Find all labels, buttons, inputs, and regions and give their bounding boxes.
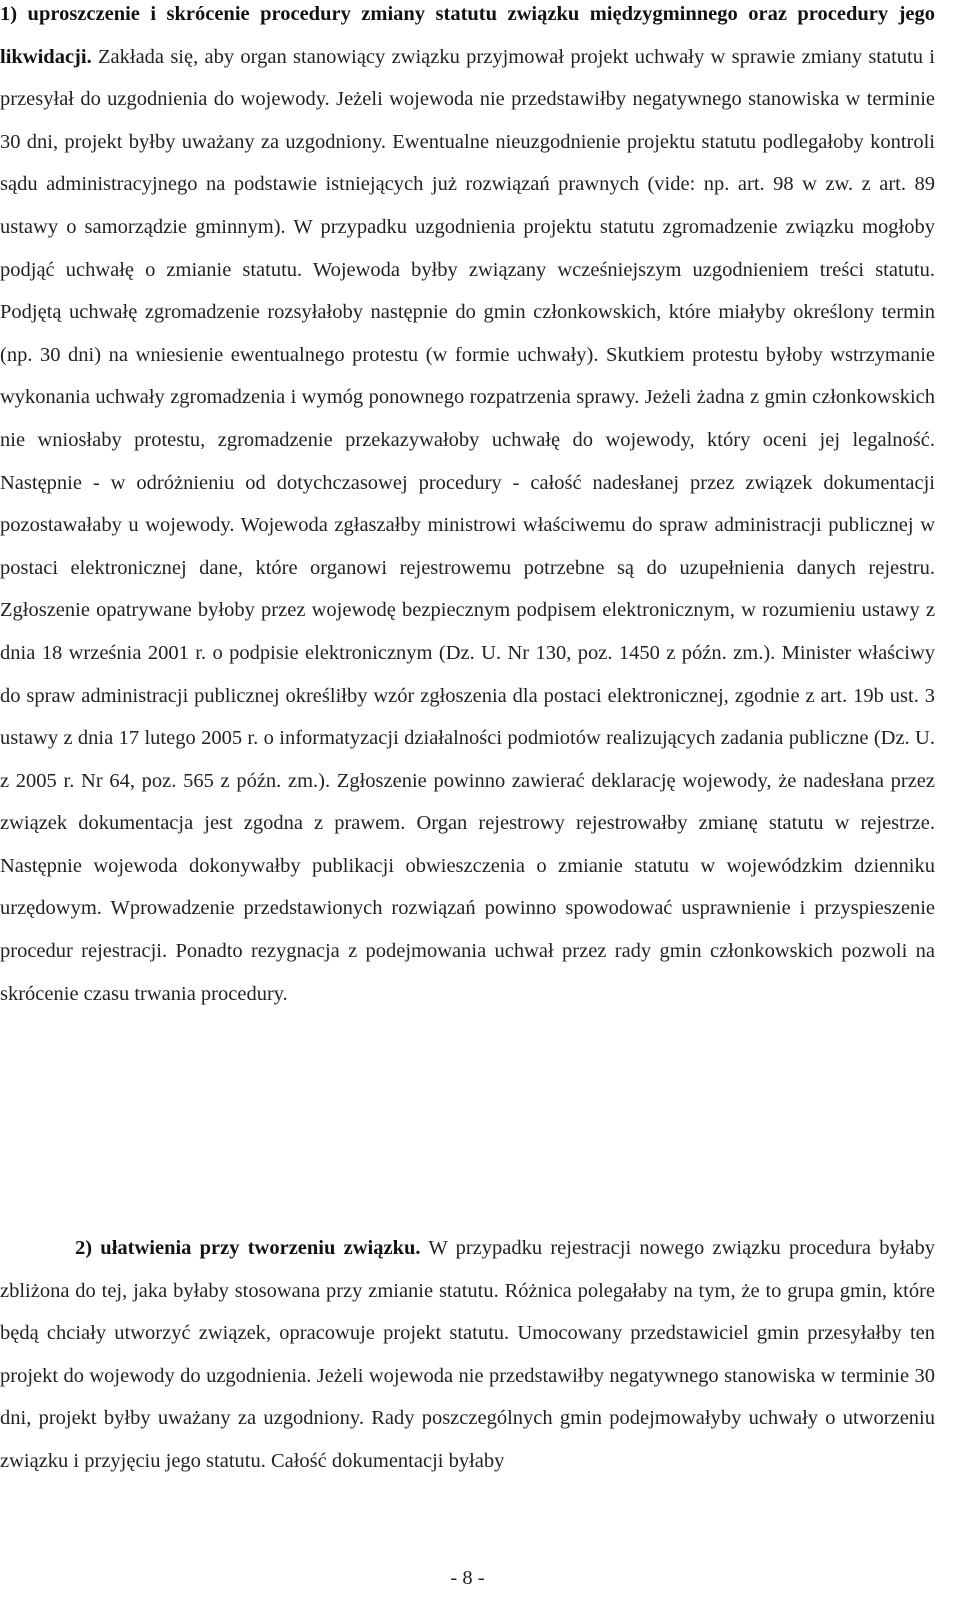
paragraph-2-body: W przypadku rejestracji nowego związku procedura byłaby zbliżona do tej, jaka byłaby stosowana przy zmianie statutu. Różnica polegałaby na tym, że to grupa gmin, które będą chciały utworzyć związek, opracowuje projekt statutu. Umocowany przedstawiciel gmin przesyłałby ten projekt do wojewody do uzgodnienia. Jeżeli wojewoda nie przedstawiłby negatywnego stanowiska w terminie 30 dni, projekt byłby uważany za uzgodniony. Rady poszczególnych gmin podejmowałyby uchwały o utworzeniu związku i przyjęciu jego statutu. Całość dokumentacji byłaby: [0, 1237, 935, 1472]
paragraph-1-body: Zakłada się, aby organ stanowiący związku przyjmował projekt uchwały w sprawie zmiany statutu i przesyłał do uzgodnienia do wojewody. Jeżeli wojewoda nie przedstawiłby negatywnego stanowiska w terminie 30 dni, projekt byłby uważany za uzgodniony. Ewentualne nieuzgodnienie projektu statutu podlegałoby kontroli sądu administracyjnego na podstawie istniejących już rozwiązań prawnych (vide: np. art. 98 w zw. z art. 89 ustawy o samorządzie gminnym). W przypadku uzgodnienia projektu statutu zgromadzenie związku mogłoby podjąć uchwałę o zmianie statutu. Wojewoda byłby związany wcześniejszym uzgodnieniem treści statutu. Podjętą uchwałę zgromadzenie rozsyłałoby następnie do gmin członkowskich, które miałyby określony termin (np. 30 dni) na wniesienie ewentualnego protestu (w formie uchwały). Skutkiem protestu byłoby wstrzymanie wykonania uchwały zgromadzenia i wymóg ponownego rozpatrzenia sprawy. Jeżeli żadna z gmin członkowskich nie wniosłaby protestu, zgromadzenie przekazywałoby uchwałę do wojewody, który oceni jej legalność. Następnie - w odróżnieniu od dotychczasowej procedury - całość nadesłanej przez związek dokumentacji pozostawałaby u wojewody. Wojewoda zgłaszałby ministrowi właściwemu do spraw administracji publicznej w postaci elektronicznej dane, które organowi rejestrowemu potrzebne są do uzupełnienia danych rejestru. Zgłoszenie opatrywane byłoby przez wojewodę bezpiecznym podpisem elektronicznym, w rozumieniu ustawy z dnia 18 września 2001 r. o podpisie elektronicznym (Dz. U. Nr 130, poz. 1450 z późn. zm.). Minister właściwy do spraw administracji publicznej określiłby wzór zgłoszenia dla postaci elektronicznej, zgodnie z art. 19b ust. 3 ustawy z dnia 17 lutego 2005 r. o informatyzacji działalności podmiotów realizujących zadania publiczne (Dz. U. z 2005 r. Nr 64, poz. 565 z późn. zm.). Zgłoszenie powinno zawierać deklarację wojewody, że nadesłana przez związek dokumentacja jest zgodna z prawem. Organ rejestrowy rejestrowałby zmianę statutu w rejestrze. Następnie wojewoda dokonywałby publikacji obwieszczenia o zmianie statutu w wojewódzkim dzienniku urzędowym. Wprowadzenie przedstawionych rozwiązań powinno spowodować usprawnienie i przyspieszenie procedur rejestracji. Ponadto rezygnacja z podejmowania uchwał przez rady gmin członkowskich pozwoli na skrócenie czasu trwania procedury.: [0, 45, 935, 1005]
paragraph-2: [0, 1227, 935, 1483]
paragraph-1-heading: 1) uproszczenie i skrócenie procedury zmiany statutu związku międzygminnego oraz procedury jego likwidacji.: [0, 3, 935, 68]
page-number: - 8 -: [450, 1567, 485, 1589]
paragraph-2-heading: 2) ułatwienia przy tworzeniu związku.: [75, 1237, 421, 1259]
